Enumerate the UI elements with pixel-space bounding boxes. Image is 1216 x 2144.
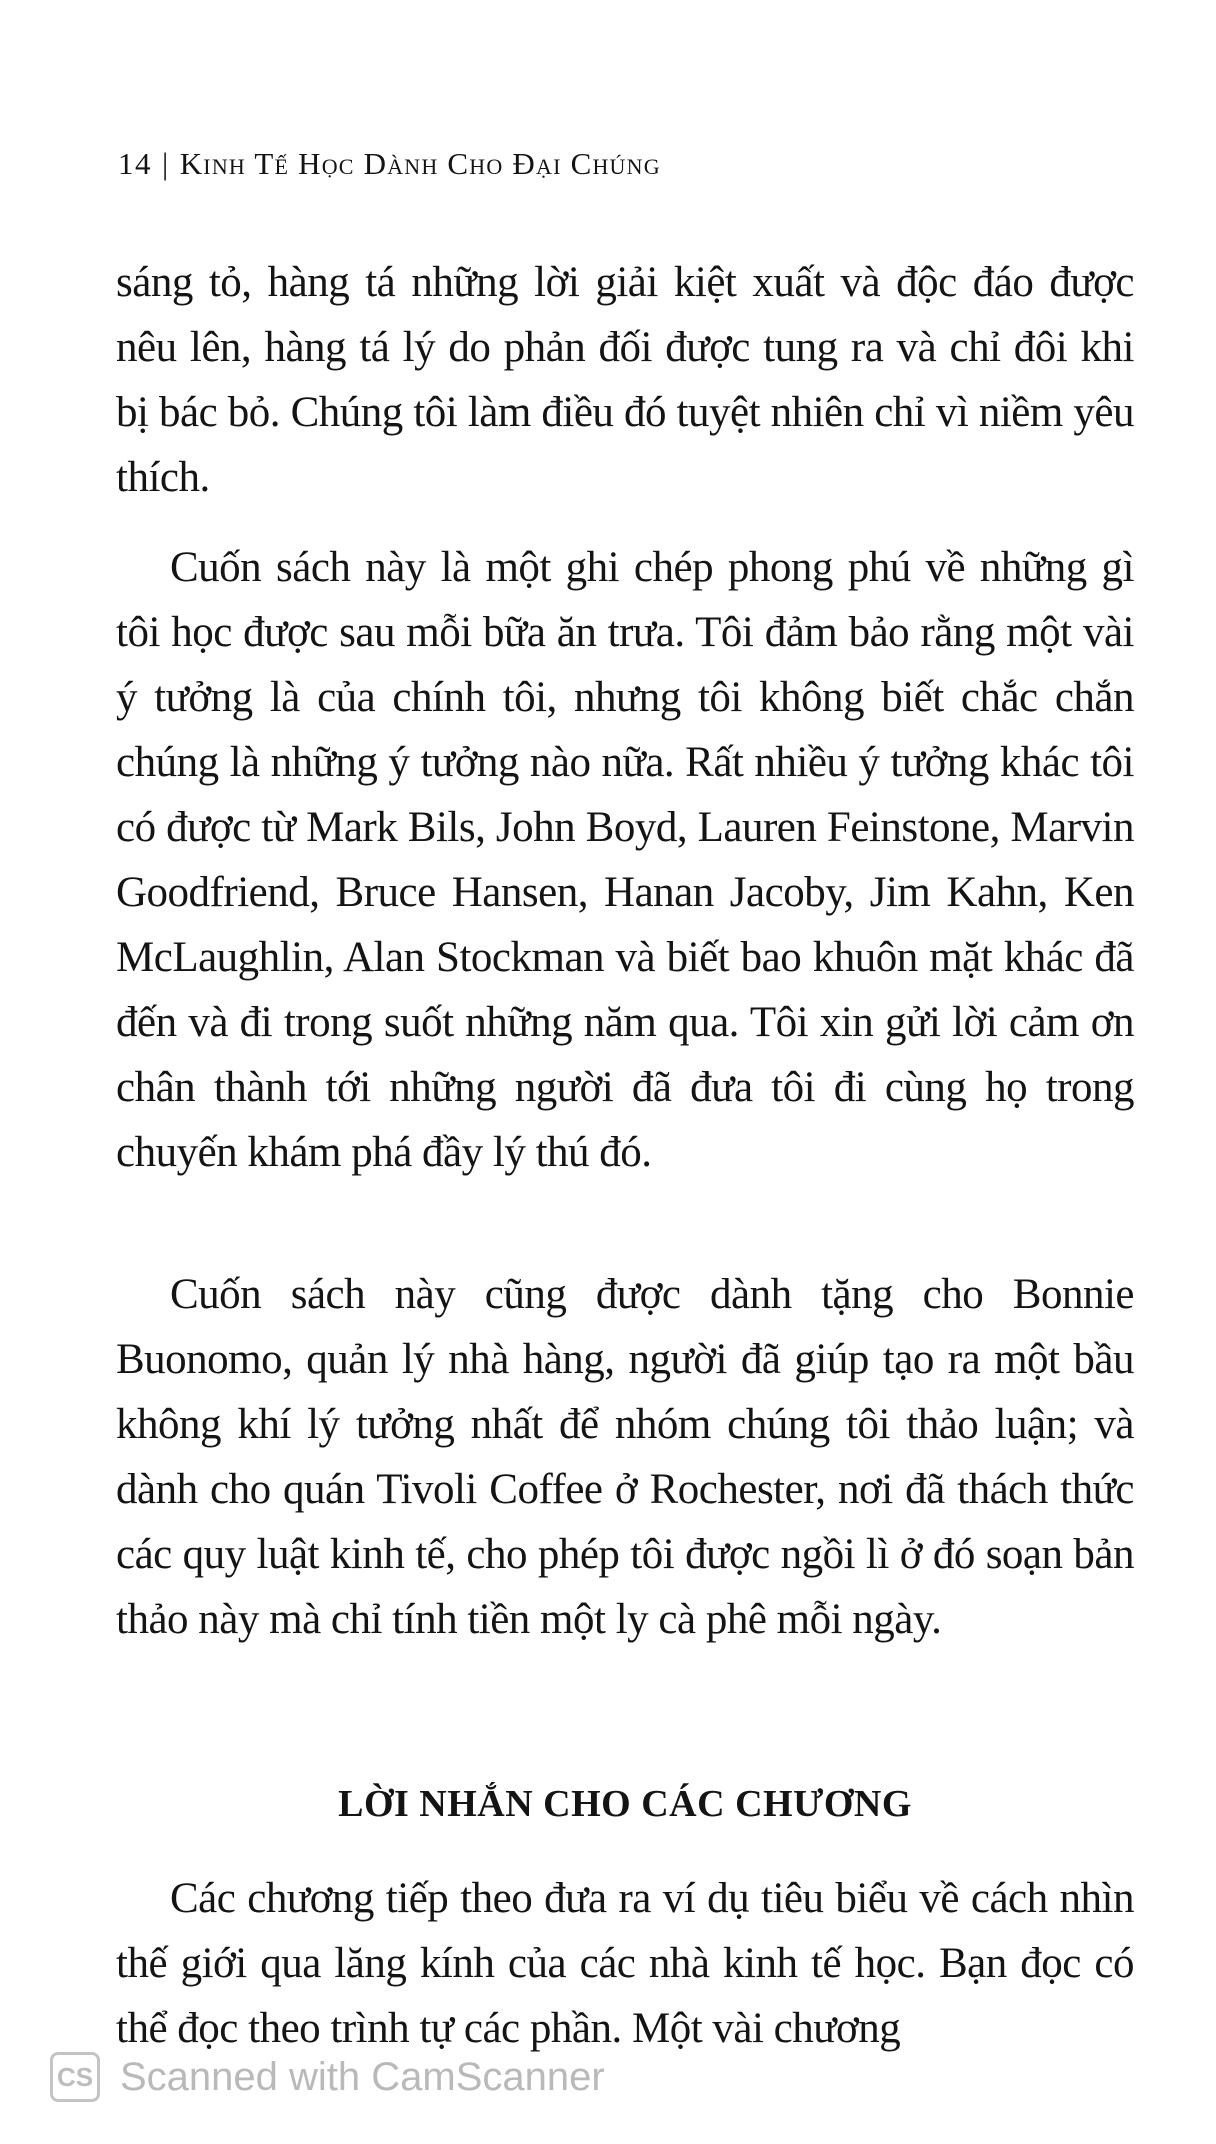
paragraph-text: Cuốn sách này là một ghi chép phong phú về những gì tôi học được sau mỗi bữa ăn trưa. Tôi đảm bảo rằng một vài ý tưởng là của chính tôi, nhưng tôi không biết chắc chắn chúng là những ý tưởng nào nữa. Rất nhiều ý tưởng khác tôi có được từ Mark Bils, John Boyd, Lauren Feinstone, Marvin Goodfriend, Bruce Hansen, Hanan Jacoby, Jim Kahn, Ken McLaughlin, Alan Stockman và biết bao khuôn mặt khác đã đến và đi trong suốt những năm qua. Tôi xin gửi lời cảm ơn chân thành tới những người đã đưa tôi đi cùng họ trong chuyến khám phá đầy lý thú đó. (116, 544, 1134, 1176)
camscanner-logo-icon: CS (50, 2052, 100, 2102)
paragraph-text: Cuốn sách này cũng được dành tặng cho Bonnie Buonomo, quản lý nhà hàng, người đã giúp tạo ra một bầu không khí lý tưởng nhất để nhóm chúng tôi thảo luận; và dành cho quán Tivoli Coffee ở Rochester, nơi đã thách thức các quy luật kinh tế, cho phép tôi được ngồi lì ở đó soạn bản thảo này mà chỉ tính tiền một ly cà phê mỗi ngày. (116, 1271, 1134, 1643)
book-title: Kinh Tế Học Dành Cho Đại Chúng (179, 146, 661, 181)
paragraph-2 (116, 535, 1134, 1185)
header-separator: | (162, 146, 170, 181)
watermark-text: Scanned with CamScanner (120, 2054, 605, 2099)
running-header (118, 146, 661, 182)
section-heading: LỜI NHẮN CHO CÁC CHƯƠNG (338, 1783, 912, 1825)
page-number: 14 (118, 146, 152, 181)
paragraph-3 (116, 1262, 1134, 1652)
paragraph-text: sáng tỏ, hàng tá những lời giải kiệt xuất và độc đáo được nêu lên, hàng tá lý do phản đối được tung ra và chỉ đôi khi bị bác bỏ. Chúng tôi làm điều đó tuyệt nhiên chỉ vì niềm yêu thích. (116, 259, 1134, 501)
paragraph-4 (116, 1866, 1134, 2061)
camscanner-watermark (50, 2052, 605, 2102)
paragraph-1 (116, 250, 1134, 510)
paragraph-text: Các chương tiếp theo đưa ra ví dụ tiêu biểu về cách nhìn thế giới qua lăng kính của các nhà kinh tế học. Bạn đọc có thể đọc theo trình tự các phần. Một vài chương (116, 1875, 1134, 2052)
